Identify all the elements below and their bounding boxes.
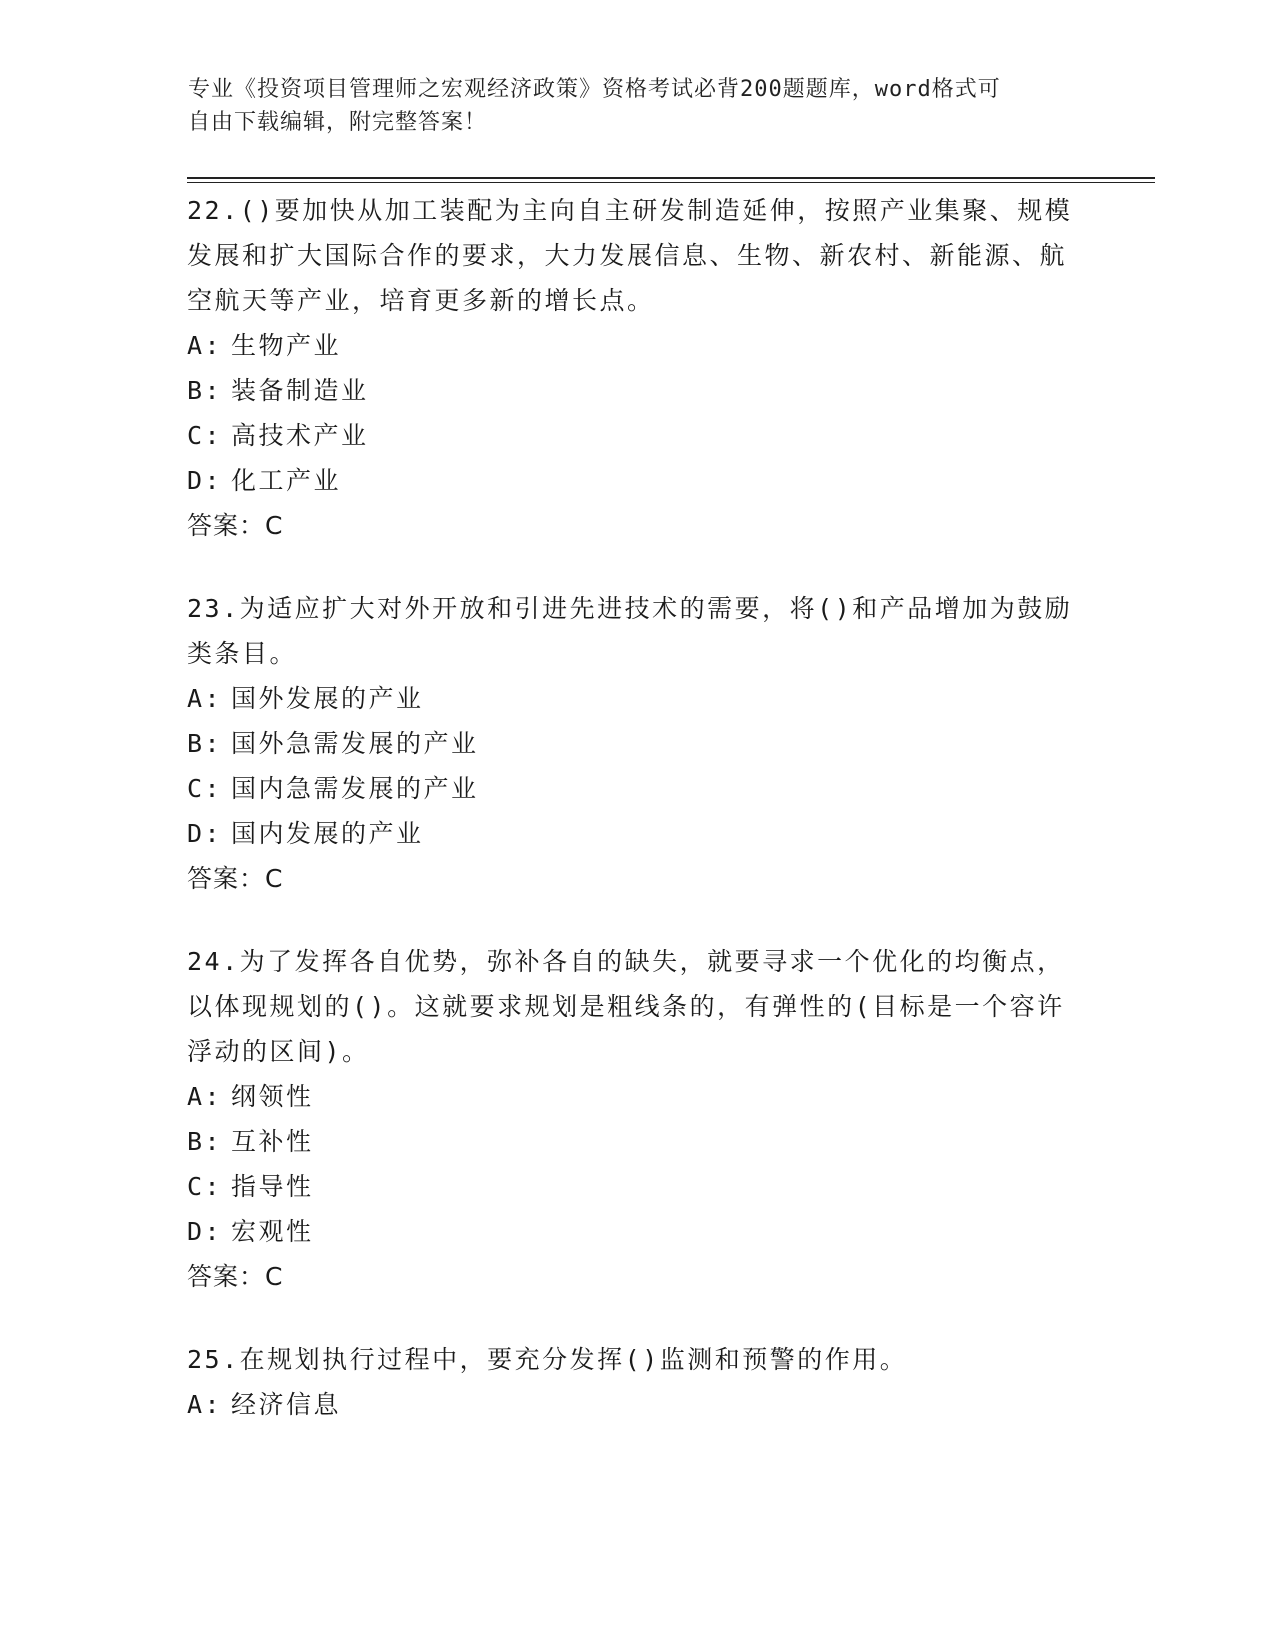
header-line-1: 专业《投资项目管理师之宏观经济政策》资格考试必背200题题库，word格式可: [188, 77, 1001, 102]
option-text: 国内急需发展的产业: [231, 774, 479, 803]
option-a: [187, 676, 1087, 721]
option-a: [187, 1074, 1087, 1119]
option-text: 国内发展的产业: [231, 819, 424, 848]
answer-label: 答案：: [187, 864, 266, 893]
option-d: [187, 1209, 1087, 1254]
question-list: [187, 188, 1087, 1465]
question-text: 25.在规划执行过程中，要充分发挥()监测和预警的作用。: [187, 1345, 908, 1374]
question-22: [187, 188, 1087, 548]
option-letter: C:: [187, 1172, 223, 1201]
answer-label: 答案：: [187, 511, 266, 540]
answer-line: [187, 1254, 1087, 1299]
option-a: [187, 323, 1087, 368]
option-text: 装备制造业: [231, 376, 369, 405]
option-text: 生物产业: [231, 331, 342, 360]
option-text: 经济信息: [231, 1390, 342, 1419]
option-text: 指导性: [231, 1172, 314, 1201]
question-text: 22.()要加快从加工装配为主向自主研发制造延伸，按照产业集聚、规模发展和扩大国际合作的要求，大力发展信息、生物、新农村、新能源、航空航天等产业，培育更多新的增长点。: [187, 196, 1073, 315]
option-b: [187, 368, 1087, 413]
option-text: 互补性: [231, 1127, 314, 1156]
question-text: 23.为适应扩大对外开放和引进先进技术的需要，将()和产品增加为鼓励类条目。: [187, 594, 1073, 668]
option-letter: A:: [187, 1390, 223, 1419]
answer-line: [187, 856, 1087, 901]
header-rule-thick: [187, 177, 1155, 179]
question-23: [187, 586, 1087, 901]
answer-value: C: [265, 864, 284, 893]
option-c: [187, 1164, 1087, 1209]
option-letter: B:: [187, 729, 223, 758]
option-letter: A:: [187, 331, 223, 360]
answer-label: 答案：: [187, 1262, 266, 1291]
option-text: 高技术产业: [231, 421, 369, 450]
option-c: [187, 413, 1087, 458]
option-text: 国外发展的产业: [231, 684, 424, 713]
option-a: [187, 1382, 1087, 1427]
option-text: 国外急需发展的产业: [231, 729, 479, 758]
option-letter: D:: [187, 1217, 223, 1246]
option-letter: C:: [187, 421, 223, 450]
answer-line: [187, 503, 1087, 548]
option-text: 宏观性: [231, 1217, 314, 1246]
header-rule-thin: [187, 182, 1155, 183]
question-25: [187, 1337, 1087, 1427]
answer-value: C: [265, 511, 284, 540]
question-text: 24.为了发挥各自优势，弥补各自的缺失，就要寻求一个优化的均衡点，以体现规划的()。这就要求规划是粗线条的，有弹性的(目标是一个容许浮动的区间)。: [187, 947, 1065, 1066]
header-line-2: 自由下载编辑，附完整答案！: [188, 110, 488, 135]
document-header: [188, 73, 1088, 139]
option-letter: A:: [187, 1082, 223, 1111]
option-d: [187, 458, 1087, 503]
option-d: [187, 811, 1087, 856]
option-letter: B:: [187, 376, 223, 405]
option-letter: A:: [187, 684, 223, 713]
option-c: [187, 766, 1087, 811]
option-letter: B:: [187, 1127, 223, 1156]
option-text: 化工产业: [231, 466, 342, 495]
option-b: [187, 1119, 1087, 1164]
option-letter: C:: [187, 774, 223, 803]
answer-value: C: [265, 1262, 284, 1291]
option-letter: D:: [187, 466, 223, 495]
option-b: [187, 721, 1087, 766]
question-24: [187, 939, 1087, 1299]
option-letter: D:: [187, 819, 223, 848]
option-text: 纲领性: [231, 1082, 314, 1111]
